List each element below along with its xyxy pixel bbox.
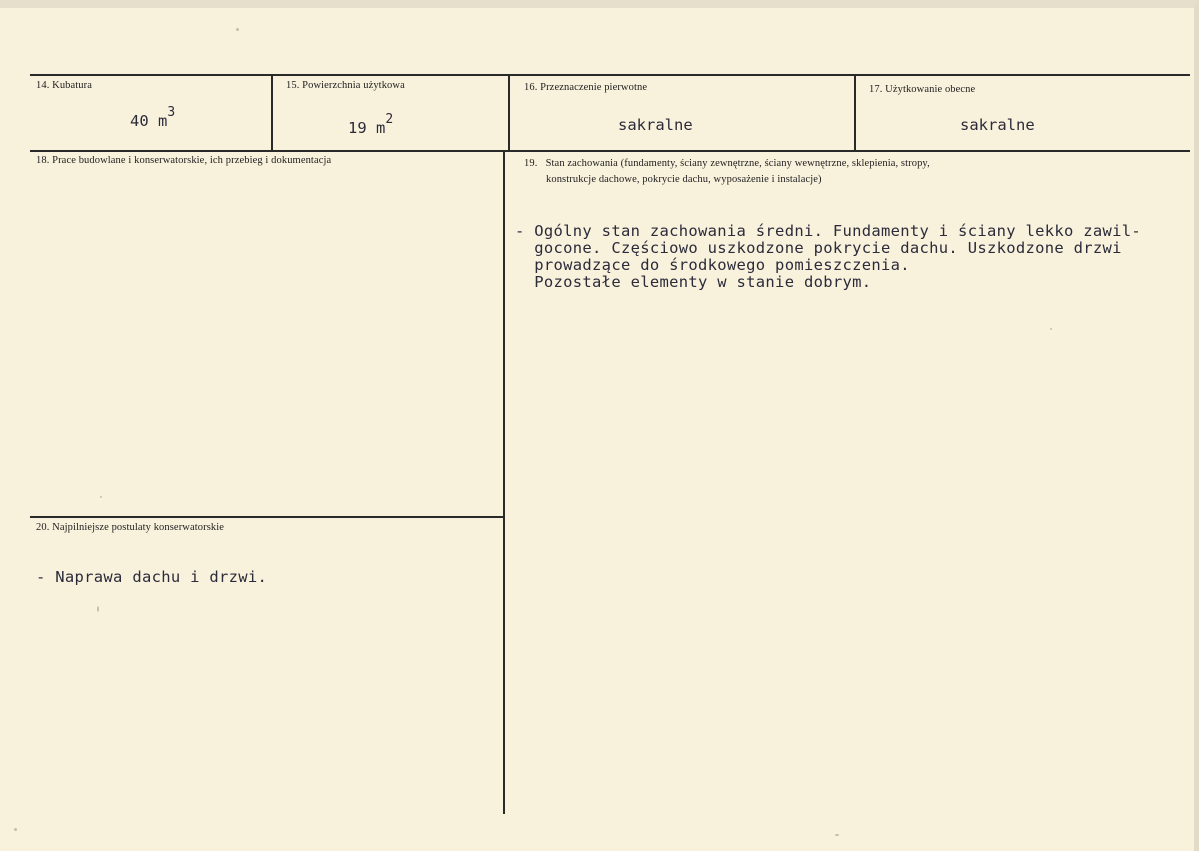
paper-speck: [97, 606, 99, 612]
field-20-label: 20. Najpilniejsze postulaty konserwatorskie: [36, 522, 225, 533]
section-20-rule: [30, 516, 504, 518]
field-19-text: [515, 223, 1141, 291]
field-19-text-line: - Ogólny stan zachowania średni. Fundamenty i ściany lekko zawil-: [515, 222, 1142, 240]
paper-speck: [100, 496, 102, 498]
field-19-label-line1: 19. Stan zachowania (fundamenty, ściany zewnętrzne, ściany wewnętrzne, sklepienia, stropy,: [524, 158, 930, 169]
paper-speck: [835, 834, 839, 836]
field-14-label: 14. Kubatura: [36, 80, 93, 91]
field-17-label: 17. Użytkowanie obecne: [869, 84, 976, 95]
divider-14-15: [271, 74, 273, 151]
field-14-unit-exponent: 3: [167, 105, 176, 120]
divider-15-16: [508, 74, 510, 151]
field-15-value-text: 19 m: [348, 119, 386, 138]
field-15-unit-exponent: 2: [385, 112, 394, 127]
divider-16-17: [854, 74, 856, 151]
field-18-label: 18. Prace budowlane i konserwatorskie, ich przebieg i dokumentacja: [36, 155, 332, 166]
field-19-label-line2: konstrukcje dachowe, pokrycie dachu, wyposażenie i instalacje): [546, 174, 822, 185]
field-15-value: [348, 112, 394, 138]
field-14-value: [130, 105, 176, 131]
field-19-text-line: Pozostałe elementy w stanie dobrym.: [515, 273, 872, 291]
top-rule: [30, 74, 1190, 76]
paper-speck: [1050, 328, 1052, 330]
paper-speck: [14, 828, 17, 831]
field-14-value-text: 40 m: [130, 112, 168, 131]
field-16-label: 16. Przeznaczenie pierwotne: [524, 82, 648, 93]
main-vertical-divider: [503, 150, 505, 814]
field-20-text: - Naprawa dachu i drzwi.: [36, 568, 268, 586]
field-15-label: 15. Powierzchnia użytkowa: [286, 80, 405, 91]
field-16-value: sakralne: [618, 116, 693, 134]
field-17-value: sakralne: [960, 116, 1035, 134]
paper-speck: [236, 28, 239, 31]
row1-bottom-rule: [30, 150, 1190, 152]
field-19-text-line: gocone. Częściowo uszkodzone pokrycie dachu. Uszkodzone drzwi: [515, 239, 1122, 257]
field-19-text-line: prowadzące do środkowego pomieszczenia.: [515, 256, 910, 274]
